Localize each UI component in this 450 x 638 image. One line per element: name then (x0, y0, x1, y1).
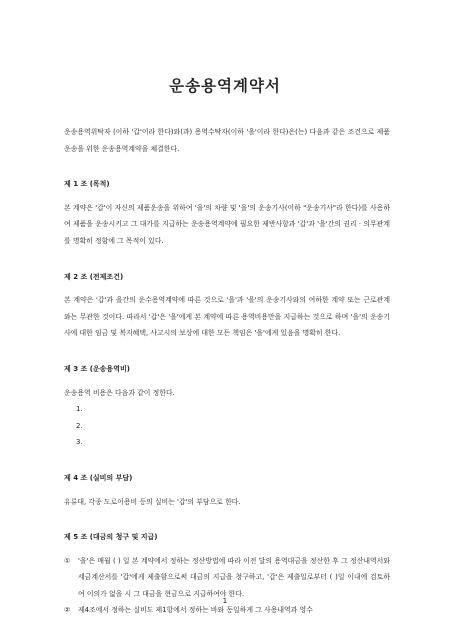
article-heading: 제 2 조 (전제조건) (64, 272, 124, 281)
clause-number: ① (64, 556, 71, 565)
article-4 (64, 470, 390, 510)
article-heading: 제 1 조 (목적) (64, 180, 110, 189)
list-item: 2. (76, 421, 83, 430)
article-2 (64, 269, 390, 342)
article-text: 유류대, 각종 도로이용비 등의 실비는 '갑'의 부담으로 한다. (64, 497, 241, 506)
clause-1 (64, 553, 390, 603)
article-3 (64, 361, 390, 451)
list-item: 1. (76, 405, 83, 414)
article-1 (64, 176, 390, 249)
article-text: 본 계약은 '갑'과 을간의 운수용역계약에 따른 것으로 '을'과 '을'의 운송기사와의 여하한 계약 또는 근로관계와는 무관한 것이다. 따라서 '갑'은 '을'에게 본 계약에 따른 용역비용만을 지급하는 것으로 하며 '을'의 운송기사에 대한 임금 및 복지혜택, 사고시의 보상에 대한 모든 책임은 '을'에게 있음을 명확히 한다. (64, 296, 390, 338)
clause-number: ② (64, 606, 71, 615)
article-5 (64, 529, 390, 619)
clause-text: '을'은 매월 ( ) 일 본 계약에서 정하는 정산방법에 따라 이전 달의 용역대금을 정산한 후 그 정산내역서와 세금계산서를 '갑'에게 제출함으로써 대금의 지급을 청구하고, '갑'은 제출일로부터 ( )일 이내에 검토하여 이의가 없을 시 그 대금을 현금으로 지급하여야 한다. (78, 556, 390, 598)
intro-paragraph: 운송용역위탁자 (이하 '갑'이라 한다)와(과) 용역수탁자(이하 '을'이라 한다)은(는) 다음과 같은 조건으로 제품운송을 위한 운송용역계약을 체결한다. (64, 128, 390, 153)
article-heading: 제 3 조 (운송용역비) (64, 364, 130, 373)
page-number: 1 (222, 597, 228, 605)
list-item: 3. (76, 438, 83, 447)
clause-text: 제4조에서 정하는 실비도 제1항에서 정하는 바와 동일하게 그 사용내역과 영수 (78, 606, 313, 615)
article-heading: 제 4 조 (실비의 부담) (64, 473, 133, 482)
article-heading: 제 5 조 (대금의 청구 및 지급) (64, 533, 158, 542)
document-title: 운송용역계약서 (169, 77, 281, 95)
document-body (64, 124, 390, 638)
article-text: 운송용역 비용은 다음과 같이 정한다. (64, 388, 175, 397)
article-text: 본 계약은 '갑'이 자신의 제품운송을 위하여 '을'의 차량 및 '을'의 운송기사(이하 "운송기사"라 한다)를 사용하여 제품을 운송시키고 그 대가를 지급하는 운송용역계약에 필요한 제반사항과 '갑'과 '을'간의 권리 · 의무관계를 명확히 정함에 그 목적이 있다. (64, 203, 390, 245)
